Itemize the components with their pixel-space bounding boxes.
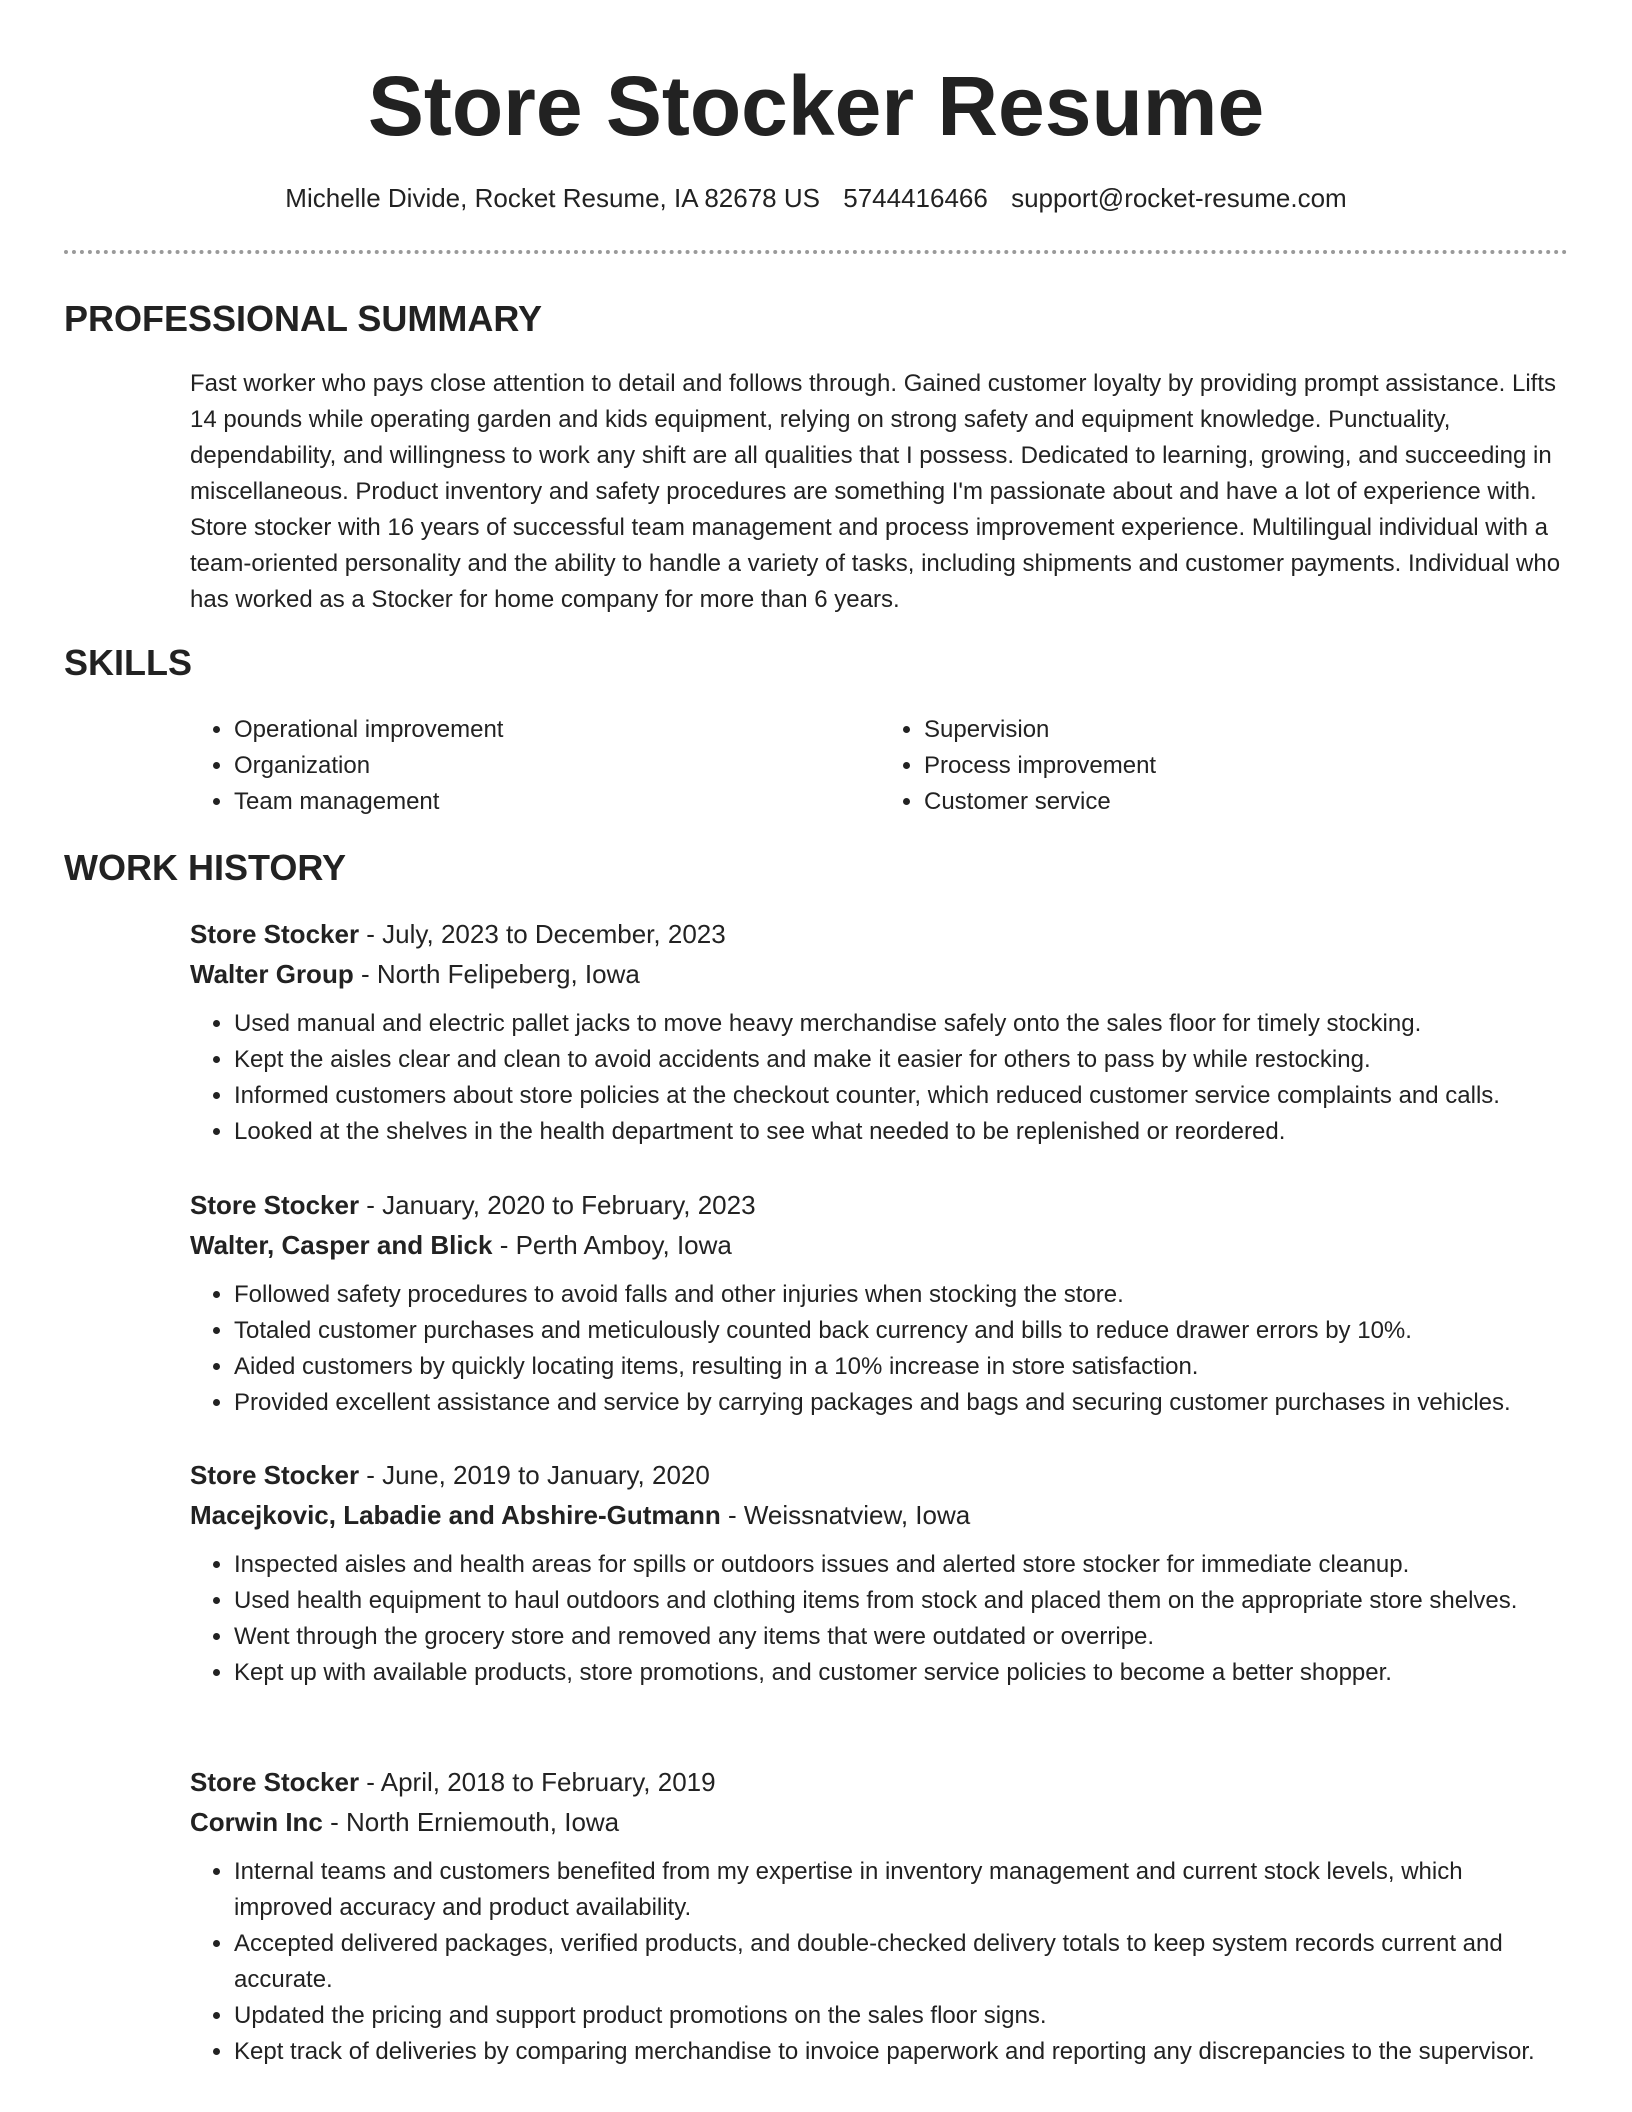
job-location: - North Felipeberg, Iowa	[353, 959, 640, 989]
job-entry	[190, 1185, 1570, 1421]
job-bullet: • Inspected aisles and health areas for spills or outdoors issues and alerted store stocker for immediate cleanup.	[234, 1547, 1570, 1583]
job-location: - North Erniemouth, Iowa	[322, 1807, 620, 1837]
job-bullet: • Kept track of deliveries by comparing merchandise to invoice paperwork and reporting any discrepancies to the supervisor.	[234, 2034, 1570, 2070]
skill-item: • Team management	[234, 784, 880, 820]
job-bullet: • Used manual and electric pallet jacks to move heavy merchandise safely onto the sales floor for timely stocking.	[234, 1006, 1570, 1042]
professional-summary-text: Fast worker who pays close attention to detail and follows through. Gained customer loyalty by providing prompt assistance. Lifts 14 pounds while operating garden and kids equipment, relying on strong safety and equipment knowledge. Punctuality, dependability, and willingness to work any shift are all qualities that I possess. Dedicated to learning, growing, and succeeding in miscellaneous. Product inventory and safety procedures are something I'm passionate about and have a lot of experience with. Store stocker with 16 years of successful team management and process improvement experience. Multilingual individual with a team-oriented personality and the ability to handle a variety of tasks, including shipments and customer payments. Individual who has worked as a Stocker for home company for more than 6 years.	[190, 370, 1561, 613]
job-bullets	[190, 1854, 1570, 2070]
job-company: Corwin Inc	[190, 1807, 323, 1837]
job-bullet: • Provided excellent assistance and service by carrying packages and bags and securing customer purchases in vehicles.	[234, 1385, 1570, 1421]
job-company: Walter Group	[190, 959, 354, 989]
job-title-line	[190, 1762, 1570, 1802]
job-location: - Weissnatview, Iowa	[720, 1500, 971, 1530]
job-title-line	[190, 1185, 1570, 1225]
job-bullet: • Totaled customer purchases and meticulously counted back currency and bills to reduce drawer errors by 10%.	[234, 1313, 1570, 1349]
job-bullet: • Updated the pricing and support product promotions on the sales floor signs.	[234, 1998, 1570, 2034]
skills-column-left	[190, 712, 880, 820]
job-company: Macejkovic, Labadie and Abshire-Gutmann	[190, 1500, 721, 1530]
skill-item: • Supervision	[924, 712, 1570, 748]
job-bullet: • Looked at the shelves in the health department to see what needed to be replenished or reordered.	[234, 1114, 1570, 1150]
job-bullet: • Kept up with available products, store promotions, and customer service policies to become a better shopper.	[234, 1655, 1570, 1691]
section-title-skills: SKILLS	[64, 642, 193, 683]
job-title: Store Stocker	[190, 1190, 360, 1220]
job-company-line	[190, 1802, 1570, 1842]
job-dates: - April, 2018 to February, 2019	[359, 1767, 716, 1797]
contact-phone: 5744416466	[843, 183, 988, 213]
job-bullet: • Accepted delivered packages, verified products, and double-checked delivery totals to keep system records current and accurate.	[234, 1926, 1570, 1998]
skill-item: • Organization	[234, 748, 880, 784]
skills-list	[190, 712, 1570, 820]
contact-address: Michelle Divide, Rocket Resume, IA 82678 US	[285, 183, 820, 213]
skills-column-right	[880, 712, 1570, 820]
job-bullet: • Aided customers by quickly locating items, resulting in a 10% increase in store satisfaction.	[234, 1349, 1570, 1385]
job-title: Store Stocker	[190, 1767, 360, 1797]
job-entry	[190, 1762, 1570, 2070]
job-dates: - June, 2019 to January, 2020	[359, 1460, 710, 1490]
job-entry	[190, 914, 1570, 1150]
job-entry	[190, 1455, 1570, 1691]
job-company-line	[190, 1495, 1570, 1535]
job-bullet: • Followed safety procedures to avoid falls and other injuries when stocking the store.	[234, 1277, 1570, 1313]
job-dates: - July, 2023 to December, 2023	[359, 919, 726, 949]
job-company-line	[190, 1225, 1570, 1265]
skill-item: • Operational improvement	[234, 712, 880, 748]
job-bullets	[190, 1277, 1570, 1421]
contact-email: support@rocket-resume.com	[1011, 183, 1347, 213]
job-bullets	[190, 1547, 1570, 1691]
job-bullet: • Kept the aisles clear and clean to avoid accidents and make it easier for others to pass by while restocking.	[234, 1042, 1570, 1078]
job-dates: - January, 2020 to February, 2023	[359, 1190, 756, 1220]
page-title: Store Stocker Resume	[367, 59, 1265, 153]
skill-item: • Customer service	[924, 784, 1570, 820]
job-bullet: • Used health equipment to haul outdoors and clothing items from stock and placed them on the appropriate store shelves.	[234, 1583, 1570, 1619]
job-title-line	[190, 914, 1570, 954]
job-bullet: • Went through the grocery store and removed any items that were outdated or overripe.	[234, 1619, 1570, 1655]
section-title-summary: PROFESSIONAL SUMMARY	[64, 298, 543, 339]
job-bullet: • Informed customers about store policies at the checkout counter, which reduced customer service complaints and calls.	[234, 1078, 1570, 1114]
job-bullets	[190, 1006, 1570, 1150]
contact-info	[0, 180, 1632, 216]
job-location: - Perth Amboy, Iowa	[492, 1230, 732, 1260]
job-bullet: • Internal teams and customers benefited from my expertise in inventory management and current stock levels, which improved accuracy and product availability.	[234, 1854, 1570, 1926]
job-company-line	[190, 954, 1570, 994]
job-title: Store Stocker	[190, 919, 360, 949]
job-company: Walter, Casper and Blick	[190, 1230, 493, 1260]
header-divider	[64, 250, 1568, 254]
skill-item: • Process improvement	[924, 748, 1570, 784]
section-title-work-history: WORK HISTORY	[64, 847, 347, 888]
job-title-line	[190, 1455, 1570, 1495]
job-title: Store Stocker	[190, 1460, 360, 1490]
